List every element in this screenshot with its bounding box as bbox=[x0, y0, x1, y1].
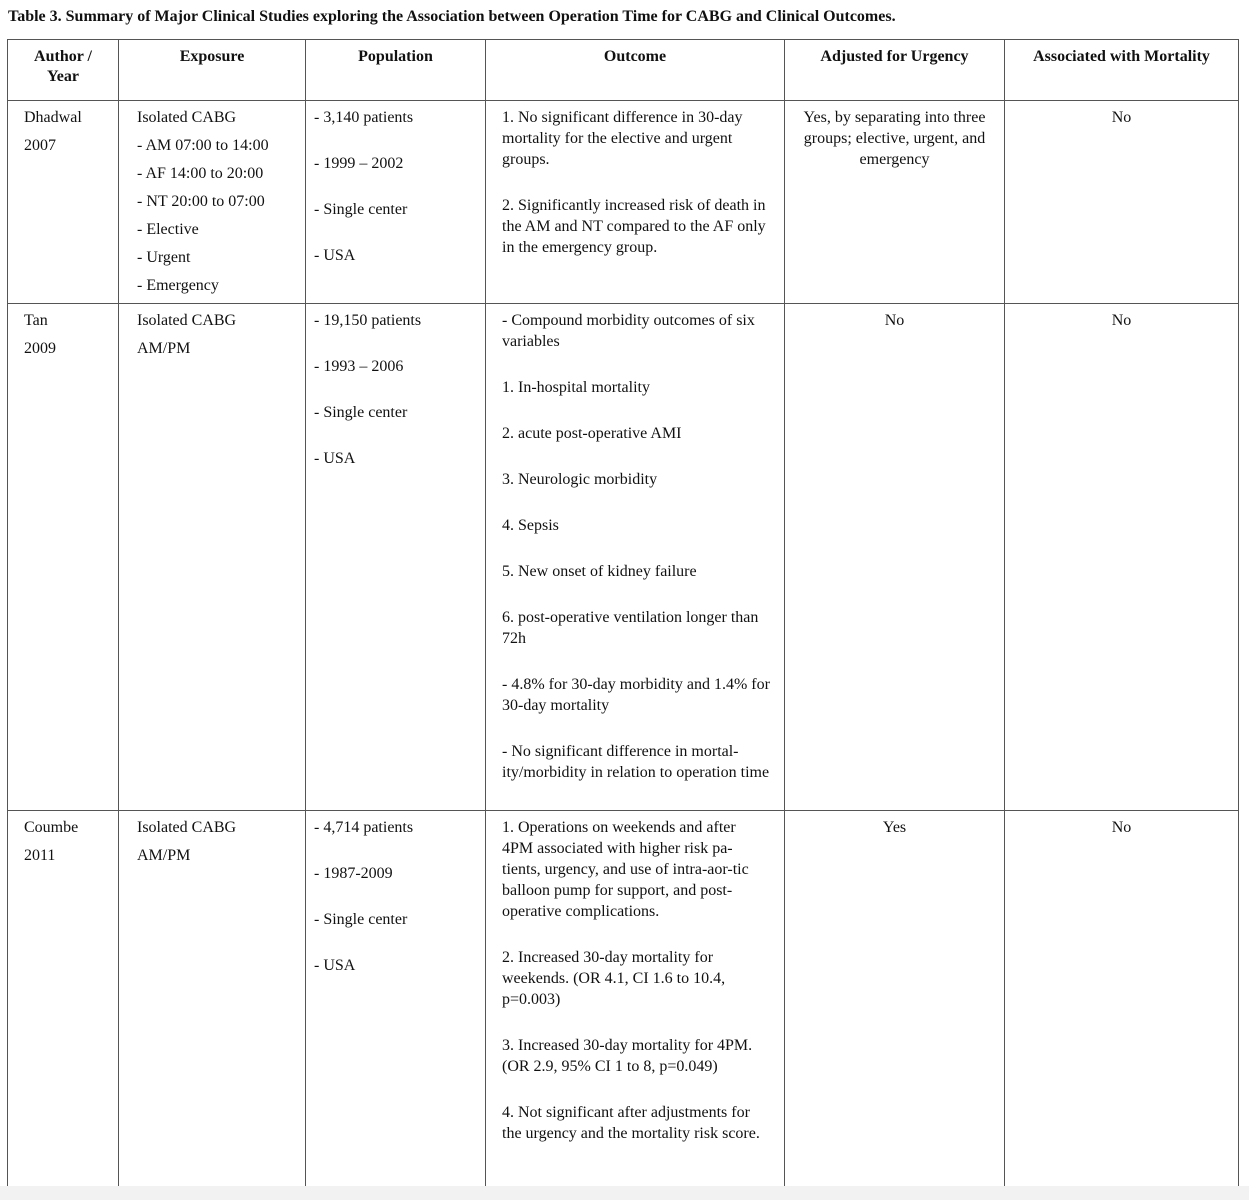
exposure-item: - Emergency bbox=[137, 277, 219, 294]
adjusted-cell: Yes, by separating into three groups; elective, urgent, and emergency bbox=[785, 101, 1005, 304]
outcome-cell bbox=[486, 304, 785, 811]
exposure-cell bbox=[119, 304, 306, 811]
associated-cell: No bbox=[1005, 101, 1239, 304]
header-exposure: Exposure bbox=[119, 40, 306, 101]
exposure-item: Isolated CABG bbox=[137, 819, 237, 836]
population-cell bbox=[306, 101, 486, 304]
outcome-cell bbox=[486, 811, 785, 1188]
population-item: - USA bbox=[314, 957, 356, 974]
population-item: - Single center bbox=[314, 911, 408, 928]
population-item: - 3,140 patients bbox=[314, 109, 414, 126]
outcome-item: 2. acute post-operative AMI bbox=[502, 425, 682, 442]
table-row bbox=[8, 101, 1239, 304]
header-author-year bbox=[8, 40, 119, 101]
outcome-item: 4. Not significant after adjustments for the urgency and the mortality risk score. bbox=[502, 1104, 760, 1142]
outcome-item: - 4.8% for 30-day morbidity and 1.4% for 30-day mortality bbox=[502, 676, 770, 714]
outcome-cell bbox=[486, 101, 785, 304]
exposure-item: - Elective bbox=[137, 221, 199, 238]
population-cell bbox=[306, 811, 486, 1188]
page-bottom-strip bbox=[0, 1186, 1249, 1200]
outcome-item: 6. post-operative ventilation longer than 72h bbox=[502, 609, 759, 647]
header-associated-with-mortality: Associated with Mortality bbox=[1005, 40, 1239, 101]
author-cell bbox=[8, 101, 119, 304]
study-year: 2007 bbox=[24, 137, 56, 154]
outcome-item: - No significant difference in mortal-ity/morbidity in relation to operation time bbox=[502, 743, 770, 781]
outcome-item: 2. Significantly increased risk of death in the AM and NT compared to the AF only in the emergency group. bbox=[502, 197, 766, 256]
header-row bbox=[8, 40, 1239, 101]
studies-table bbox=[7, 39, 1239, 1188]
adjusted-cell: No bbox=[785, 304, 1005, 811]
population-item: - Single center bbox=[314, 404, 408, 421]
population-item: - 19,150 patients bbox=[314, 312, 422, 329]
author-name: Coumbe bbox=[24, 819, 79, 836]
author-name: Dhadwal bbox=[24, 109, 82, 126]
table-caption: Table 3. Summary of Major Clinical Studies exploring the Association between Operation Time for CABG and Clinical Outcomes. bbox=[8, 8, 896, 25]
population-item: - 1999 – 2002 bbox=[314, 155, 404, 172]
outcome-item: 1. In-hospital mortality bbox=[502, 379, 650, 396]
author-cell bbox=[8, 304, 119, 811]
table-row bbox=[8, 304, 1239, 811]
outcome-item: 2. Increased 30-day mortality for weekends. (OR 4.1, CI 1.6 to 10.4, p=0.003) bbox=[502, 949, 726, 1008]
study-year: 2009 bbox=[24, 340, 56, 357]
table-row bbox=[8, 811, 1239, 1188]
outcome-item: 3. Neurologic morbidity bbox=[502, 471, 658, 488]
exposure-cell bbox=[119, 101, 306, 304]
outcome-item: 1. No significant difference in 30-day mortality for the elective and urgent groups. bbox=[502, 109, 743, 168]
associated-cell: No bbox=[1005, 811, 1239, 1188]
outcome-item: 5. New onset of kidney failure bbox=[502, 563, 697, 580]
population-item: - USA bbox=[314, 450, 356, 467]
exposure-item: Isolated CABG bbox=[137, 312, 237, 329]
adjusted-cell: Yes bbox=[785, 811, 1005, 1188]
author-cell bbox=[8, 811, 119, 1188]
outcome-item: 1. Operations on weekends and after 4PM associated with higher risk pa-tients, urgency, and use of intra-aor-tic balloon pump for support, and post-operative complications. bbox=[502, 819, 749, 920]
population-item: - 4,714 patients bbox=[314, 819, 414, 836]
outcome-item: 4. Sepsis bbox=[502, 517, 559, 534]
population-item: - Single center bbox=[314, 201, 408, 218]
study-year: 2011 bbox=[24, 847, 56, 864]
exposure-item: AM/PM bbox=[137, 847, 191, 864]
author-name: Tan bbox=[24, 312, 48, 329]
associated-cell: No bbox=[1005, 304, 1239, 811]
header-year-label: Year bbox=[47, 68, 79, 85]
outcome-item: 3. Increased 30-day mortality for 4PM. (OR 2.9, 95% CI 1 to 8, p=0.049) bbox=[502, 1037, 753, 1075]
population-item: - 1987-2009 bbox=[314, 865, 393, 882]
header-population: Population bbox=[306, 40, 486, 101]
exposure-item: Isolated CABG bbox=[137, 109, 237, 126]
population-item: - 1993 – 2006 bbox=[314, 358, 404, 375]
population-item: - USA bbox=[314, 247, 356, 264]
exposure-item: - AF 14:00 to 20:00 bbox=[137, 165, 264, 182]
population-cell bbox=[306, 304, 486, 811]
header-outcome: Outcome bbox=[486, 40, 785, 101]
exposure-item: - NT 20:00 to 07:00 bbox=[137, 193, 265, 210]
exposure-item: - AM 07:00 to 14:00 bbox=[137, 137, 269, 154]
exposure-cell bbox=[119, 811, 306, 1188]
outcome-item: - Compound morbidity outcomes of six variables bbox=[502, 312, 755, 350]
exposure-item: AM/PM bbox=[137, 340, 191, 357]
exposure-item: - Urgent bbox=[137, 249, 191, 266]
header-author-label: Author / bbox=[34, 48, 92, 65]
header-adjusted-for-urgency: Adjusted for Urgency bbox=[785, 40, 1005, 101]
